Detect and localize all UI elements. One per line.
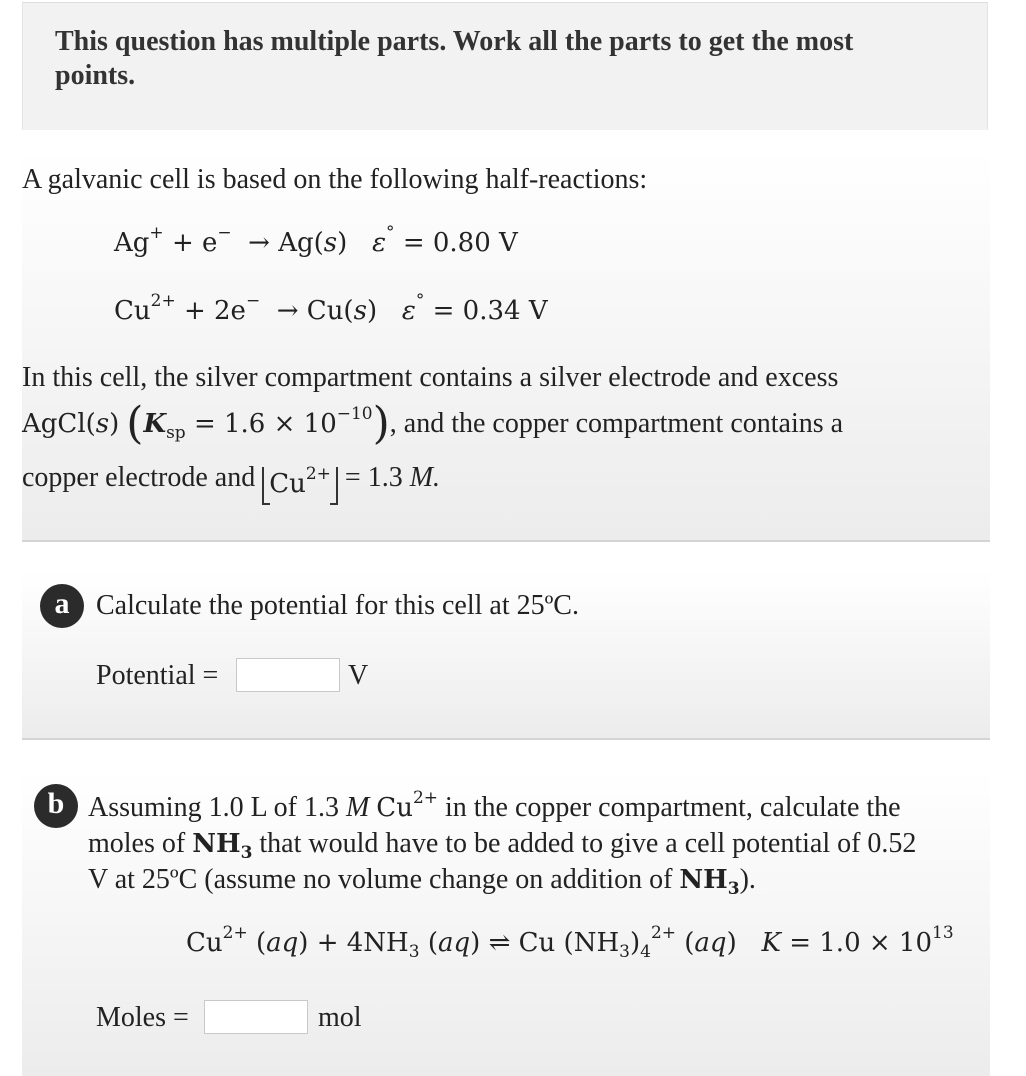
part-b-line-2: moles of $NH_3$ that would have to be added to give a cell potential of 0.52 (88, 828, 917, 863)
para-line-2: AgCl(s) $(K_{sp} = 1.6 \times 10^{-10})$, and the copper compartment contains a (22, 398, 844, 449)
part-a (22, 570, 990, 740)
multipart-notice (22, 2, 988, 130)
moles-input[interactable] (204, 1000, 308, 1034)
intro-lead: A galvanic cell is based on the following half-reactions: (22, 164, 648, 195)
moles-unit: mol (318, 1002, 362, 1033)
part-b-badge: b (34, 784, 78, 828)
half-reaction-silver: Ag+ + e− → Ag(s) ε° = 0.80 V (114, 223, 518, 258)
question-stem (22, 150, 990, 542)
part-a-question: Calculate the potential for this cell at 25ºC. (96, 590, 579, 621)
part-b-question (88, 790, 988, 898)
agcl-formula: AgCl(s) (22, 409, 120, 439)
part-b (22, 770, 990, 1076)
para-line-1: In this cell, the silver compartment contains a silver electrode and excess (22, 362, 839, 393)
potential-label: Potential = (96, 660, 219, 691)
potential-input[interactable] (236, 658, 340, 692)
part-a-badge: a (40, 584, 84, 628)
para-line-3: copper electrode and $Cu^{2+} = 1.3$ M. (22, 462, 440, 503)
cu-concentration-bracket: $Cu^{2+}$ (262, 467, 338, 503)
ksp-expression: $(K_{sp} = 1.6 \times 10^{-10})$ (126, 398, 390, 449)
part-b-line-1: Assuming 1.0 L of 1.3 M $Cu^{2+}$ in the copper compartment, calculate the (88, 788, 901, 823)
notice-text: This question has multiple parts. Work all the parts to get the most points. (55, 26, 854, 91)
complexation-equation: $Cu^{2+}$ $(aq) + 4NH_3$ (aq) ⇌ Cu $(NH_3)_4^{2+}$ (aq) $K = 1.0 \times 10^{13}$ (186, 923, 954, 962)
potential-unit: V (348, 660, 369, 691)
half-reaction-copper: $Cu^{2+} + 2e^- \to Cu(s)$ ε° = 0.34 V (114, 291, 548, 326)
moles-label: Moles = (96, 1002, 189, 1033)
part-b-line-3: V at 25ºC (assume no volume change on addition of $NH_3$). (88, 864, 756, 899)
